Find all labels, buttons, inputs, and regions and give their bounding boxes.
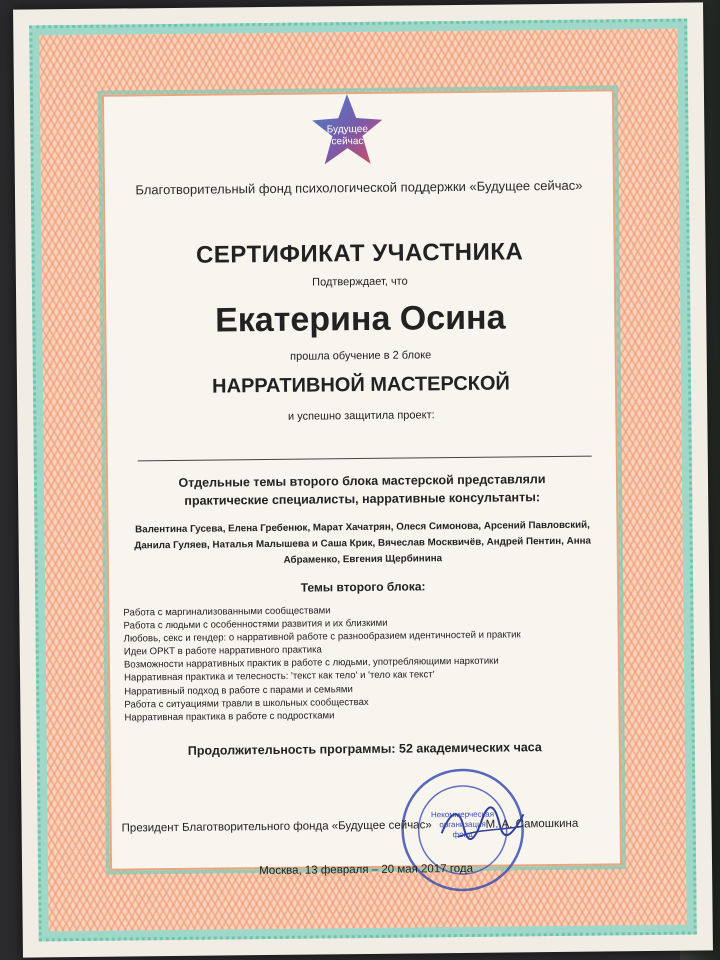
- president-line: [122, 817, 622, 834]
- topic-item: Нарративная практика в работе с подростками: [124, 710, 335, 724]
- topic-item: Работа с маргинализованными сообществами: [123, 605, 331, 619]
- project-line: [138, 456, 592, 462]
- program-duration: Продолжительность программы: 52 академических часа: [187, 740, 542, 758]
- stamp-line2: организация: [439, 819, 486, 830]
- certificate-content: [102, 89, 622, 878]
- topics-list: [123, 601, 610, 724]
- handwritten-signature: [437, 802, 527, 845]
- topic-item: Любовь, секс и гендер: о нарративной работе с разнообразием идентичностей и практик: [123, 629, 521, 645]
- recipient-name: Екатерина Осина: [214, 298, 506, 340]
- organization-name: Благотворительный фонд психологической поддержки «Будущее сейчас»: [135, 177, 583, 198]
- topics-intro: Отдельные темы второго блока мастерской представляли практические специалисты, нарративные консультанты:: [178, 472, 546, 508]
- topic-item: Нарративная практика и телесность: 'текст как тело' и 'тело как текст': [124, 669, 435, 684]
- logo-text-line1: Будущее: [326, 123, 368, 136]
- topic-item: Работа с ситуациями травли в школьных сообществах: [124, 696, 369, 711]
- topic-item: Идеи ОРКТ в работе нарративного практика: [123, 644, 322, 658]
- certificate-title: СЕРТИФИКАТ УЧАСТНИКА: [195, 238, 524, 269]
- certificate-sheet: [13, 2, 713, 957]
- stamp-line1: Некоммерческая: [430, 809, 495, 820]
- topics-heading: Темы второго блока:: [300, 579, 426, 595]
- president-name: М. А. Самошкина: [485, 817, 579, 831]
- date-range: Москва, 13 февраля – 20 мая 2017 года: [259, 862, 474, 878]
- completed-text: прошла обучение в 2 блоке: [290, 349, 432, 363]
- foundation-logo: [310, 92, 385, 173]
- stamp-line3: фонд: [452, 829, 473, 840]
- workshop-name: НАРРАТИВНОЙ МАСТЕРСКОЙ: [212, 372, 510, 398]
- topic-item: Возможности нарративных практик в работе с людьми, употребляющими наркотики: [123, 655, 499, 671]
- topic-item: Работа с людьми с особенностями развития и их близкими: [123, 617, 388, 632]
- topic-item: Нарративный подход в работе с парами и семьями: [124, 683, 353, 698]
- logo-text-line2: сейчас: [331, 135, 364, 148]
- specialists-list: Валентина Гусева, Елена Гребенюк, Марат Хачатрян, Олеся Симонова, Арсений Павловский, Данила Гуляев, Наталья Малышева и Саша Крик, Вячеслав Москвичёв, Андрей Пентин, Анна Абраменко, Евгения Щербинина: [134, 519, 592, 566]
- confirms-text: Подтверждает, что: [312, 275, 408, 289]
- defended-text: и успешно защитила проект:: [287, 409, 435, 423]
- president-title: Президент Благотворительного фонда «Будущее сейчас»: [121, 819, 432, 835]
